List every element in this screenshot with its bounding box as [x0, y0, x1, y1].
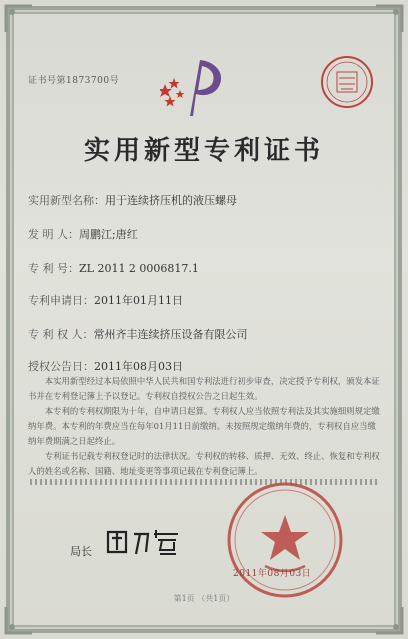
patentee-row: [28, 326, 248, 342]
field-value: 用于连续挤压机的液压螺母: [105, 194, 237, 207]
director-label: 局长: [70, 545, 92, 558]
body-paragraph: 专利证书记载专利权登记时的法律状况。专利权的转移、质押、无效、终止、恢复和专利权人的姓名或名称、国籍、地址变更等事项记载在专利登记簿上。: [28, 451, 380, 476]
certificate-number: 证书号第1873700号: [28, 76, 120, 86]
corner-ornament-icon: [374, 605, 404, 635]
seal-date: 2011年08月03日: [233, 569, 312, 579]
field-label: 实用新型名称：: [28, 194, 105, 207]
utility-model-name-row: [28, 192, 237, 208]
field-value: ZL 2011 2 0006817.1: [79, 262, 199, 275]
field-label: 专 利 号：: [28, 262, 79, 275]
page-footer: 第1页 （共1页）: [173, 594, 235, 603]
corner-ornament-icon: [4, 605, 34, 635]
filing-date-row: [28, 292, 183, 308]
field-label: 专 利 权 人：: [28, 328, 94, 341]
field-value: 2011年08月03日: [94, 360, 183, 373]
body-paragraph: 本专利的专利权期限为十年，自申请日起算。专利权人应当依照专利法及其实施细则规定缴纳年费。本专利的年费应当在每年01月11日前缴纳。未按照规定缴纳年费的，专利权自应当缴纳年费期满之日起终止。: [28, 406, 380, 446]
field-label: 授权公告日：: [28, 360, 94, 373]
national-ip-office-seal-icon: [225, 480, 345, 600]
inventor-row: [28, 226, 138, 242]
field-label: 专利申请日：: [28, 294, 94, 307]
official-seal-small-icon: [319, 54, 375, 110]
patent-number-row: [28, 260, 199, 276]
body-paragraph: 本实用新型经过本局依照中华人民共和国专利法进行初步审查，决定授予专利权，颁发本证书并在专利登记簿上予以登记。专利权自授权公告之日起生效。: [28, 376, 380, 401]
patent-office-logo-icon: [160, 56, 230, 118]
corner-ornament-icon: [374, 4, 404, 34]
field-value: 常州齐丰连续挤压设备有限公司: [93, 328, 248, 341]
corner-ornament-icon: [4, 4, 34, 34]
certificate-body: [28, 374, 380, 479]
field-label: 发 明 人：: [28, 228, 79, 241]
director-signature-icon: [104, 520, 184, 560]
field-value: 2011年01月11日: [94, 294, 183, 307]
field-value: 周鹏江;唐红: [79, 228, 138, 241]
certificate-title: 实用新型专利证书: [83, 136, 324, 166]
grant-date-row: [28, 358, 183, 374]
